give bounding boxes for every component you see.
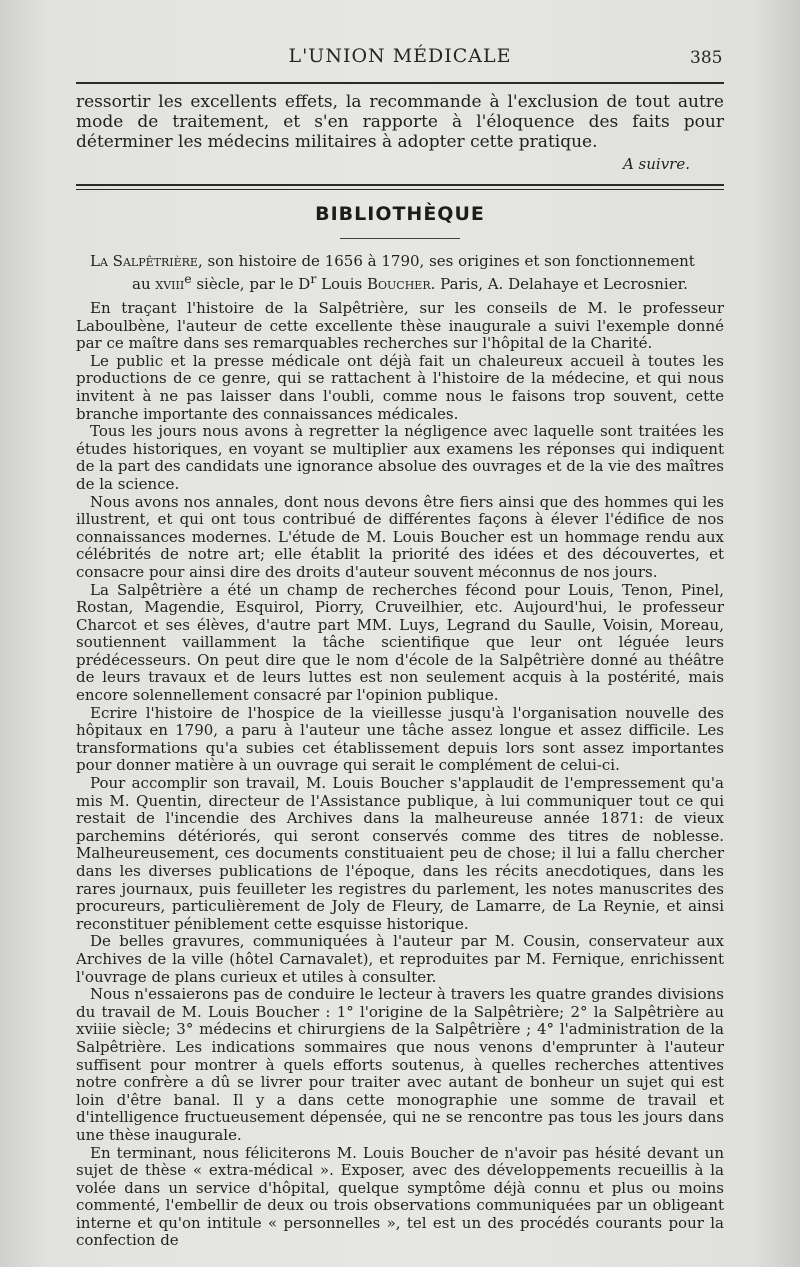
paragraph: Nous n'essaierons pas de conduire le lecteur à travers les quatre grandes divisions du travail de M. Louis Boucher : 1° l'origine de la Salpêtrière; 2° la Salpêtrière au xviiie siècle; 3° médecins et chirurgiens de la Salpêtrière ; 4° l'administration de la Salpêtrière. Les indications sommaires que nous venons d'emprunter à l'auteur suffisent pour montrer à quels efforts soutenus, à quelles recherches attentives notre confrère a dû se livrer pour traiter avec autant de bonheur un sujet qui est loin d'être banal. Il y a dans cette monographie une somme de travail et d'intelligence fructueusement dépensée, qui ne se rencontre pas tous les jours dans une thèse inaugurale.	[76, 985, 724, 1144]
citation-century: xviii	[155, 275, 185, 293]
paragraph: Ecrire l'histoire de l'hospice de la vieillesse jusqu'à l'organisation nouvelle des hôpitaux en 1790, a paru à l'auteur une tâche assez longue et assez difficile. Les transformations qu'a subies cet établissement depuis lors sont assez importantes pour donner matière à un ouvrage qui serait le complément de celui-ci.	[76, 703, 724, 775]
paragraph: Pour accomplir son travail, M. Louis Boucher s'applaudit de l'empressement qu'a mis M. Quentin, directeur de l'Assistance publique, à lui communiquer tout ce qui restait de l'incendie des Archives dans la malheureuse année 1871: de vieux parchemins détériorés, qui seront conservés comme des titres de noblesse. Malheureusement, ces documents constituaient peu de chose; il lui a fallu chercher dans les diverses publications de l'époque, dans les récits anecdotiques, dans les rares journaux, puis feuilleter les registres du parlement, les notes manuscrites des procureurs, particulièrement de Joly de Fleury, de Lamarre, de La Reynie, et ainsi reconstituer péniblement cette esquisse historique.	[76, 774, 724, 933]
section-rule-thin	[76, 189, 724, 190]
citation-text: au	[132, 275, 156, 293]
intro-paragraph: ressortir les excellents effets, la recommande à l'exclusion de tout autre mode de traitement, et s'en rapporte à l'éloquence des faits pour déterminer les médecins militaires à adopter cette pratique.	[76, 92, 724, 152]
running-header-title: L'UNION MÉDICALE	[288, 45, 512, 67]
citation-author: Boucher	[366, 275, 431, 293]
paragraph: Le public et la presse médicale ont déjà fait un chaleureux accueil à toutes les productions de ce genre, qui se rattachent à l'histoire de la médecine, et qui nous invitent à ne pas laisser dans l'oubli, comme nous le faisons trop souvent, cette branche importante des connaissances médicales.	[76, 351, 724, 423]
section-rule-thick	[76, 184, 724, 186]
citation-dr-sup: r	[310, 271, 317, 286]
citation-text: siècle, par le D	[191, 275, 311, 293]
paragraph: La Salpêtrière a été un champ de recherches fécond pour Louis, Tenon, Pinel, Rostan, Magendie, Esquirol, Piorry, Cruveilhier, etc. Aujourd'hui, le professeur Charcot et ses élèves, d'autre part MM. Luys, Legrand du Saulle, Voisin, Moreau, soutiennent vaillamment la tâche scientifique que leur ont léguée leurs prédécesseurs. On peut dire que le nom d'école de la Salpêtrière donné au théâtre de leurs travaux et de leurs luttes est non seulement acquis à la postérité, mais encore solennellement consacré par l'opinion publique.	[76, 580, 724, 705]
section-title: BIBLIOTHÈQUE	[315, 203, 485, 225]
paragraph: Tous les jours nous avons à regretter la négligence avec laquelle sont traitées les études historiques, en voyant se multiplier aux examens les réponses qui indiquent de la part des candidats une ignorance absolue des ouvrages et de la vie des maîtres de la science.	[76, 422, 724, 493]
page-number: 385	[690, 48, 723, 68]
paragraph: En terminant, nous féliciterons M. Louis Boucher de n'avoir pas hésité devant un sujet de thèse « extra-médical ». Exposer, avec des développements recueillis à la volée dans un service d'hôpital, quelque symptôme déjà connu et plus ou moins commenté, l'embellir de deux ou trois observations communiquées par un obligeant interne et qu'on intitule « personnelles », tel est un des procédés courants pour la confection de	[76, 1143, 724, 1250]
paragraph: En traçant l'histoire de la Salpêtrière, sur les conseils de M. le professeur Laboulbène, l'auteur de cette excellente thèse inaugurale a suivi l'exemple donné par ce maître dans ses remarquables recherches sur l'hôpital de la Charité.	[76, 299, 724, 353]
to-be-continued-note: A suivre.	[622, 155, 690, 173]
book-citation	[76, 252, 724, 293]
paragraph: Nous avons nos annales, dont nous devons être fiers ainsi que des hommes qui les illustrent, et qui ont tous contribué de différentes façons à élever l'édifice de nos connaissances modernes. L'étude de M. Louis Boucher est un hommage rendu aux célébrités de notre art; elle établit la priorité des idées et des découvertes, et consacre pour ainsi dire des droits d'auteur souvent méconnus de nos jours.	[76, 492, 724, 581]
review-body	[76, 300, 724, 1250]
citation-book-title: La Salpêtrière	[90, 252, 198, 270]
citation-line1: , son histoire de 1656 à 1790, ses origines et son fonctionnement	[197, 252, 695, 270]
citation-text: Louis	[316, 275, 367, 293]
title-underline	[340, 238, 460, 239]
citation-century-sup: e	[184, 271, 192, 286]
paragraph: De belles gravures, communiquées à l'auteur par M. Cousin, conservateur aux Archives de la ville (hôtel Carnavalet), et reproduites par M. Fernique, enrichissent l'ouvrage de plans curieux et utiles à consulter.	[76, 932, 724, 986]
header-rule	[76, 82, 724, 84]
citation-text: . Paris, A. Delahaye et Lecrosnier.	[430, 275, 688, 293]
